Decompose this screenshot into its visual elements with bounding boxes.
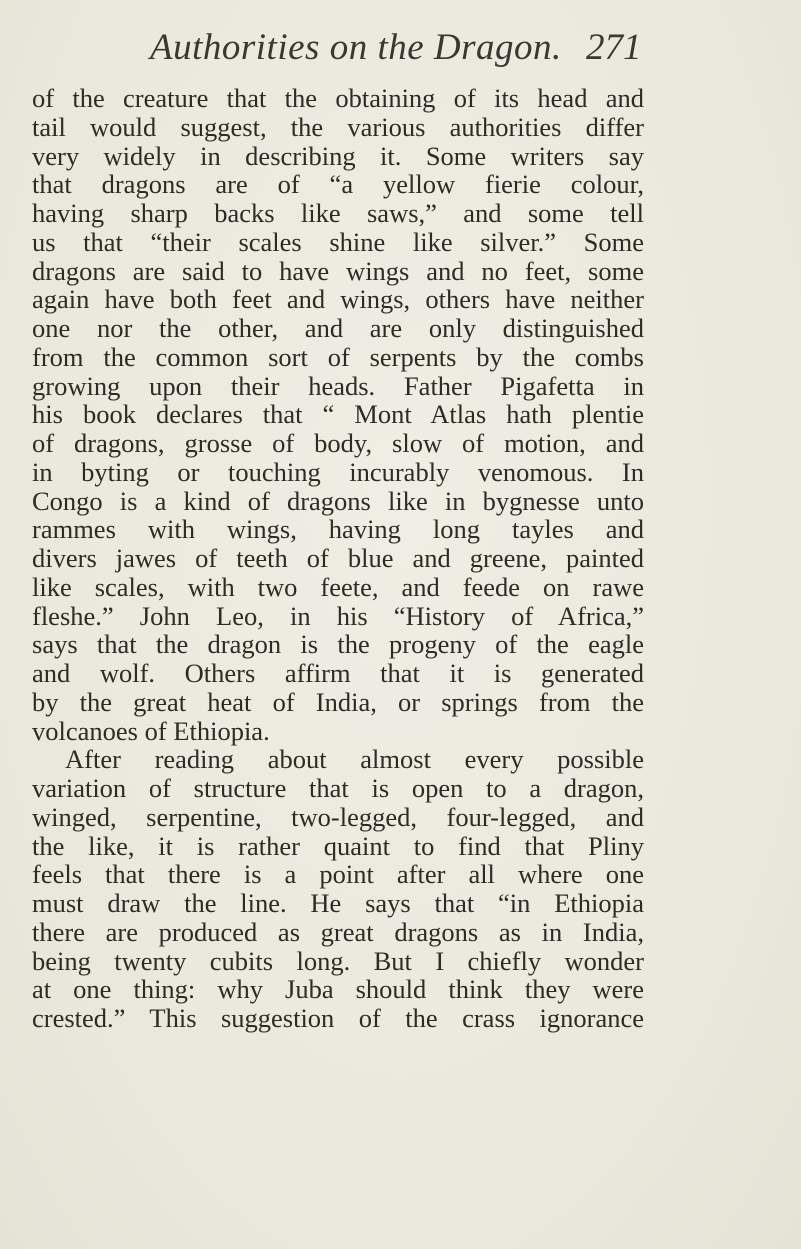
text-line: very widely in describing it. Some writers say [32, 140, 644, 171]
text-line: variation of structure that is open to a dragon, [32, 773, 644, 803]
text-line: one nor the other, and are only distinguished [32, 313, 644, 343]
text-line: crested.” This suggestion of the crass ignorance [32, 1003, 644, 1033]
text-line: having sharp backs like saws,” and some tell [32, 198, 644, 228]
text-line: must draw the line. He says that “in Ethiopia [32, 888, 644, 918]
text-line: of dragons, grosse of body, slow of motion, and [32, 428, 644, 458]
text-line: Congo is a kind of dragons like in bygnesse unto [32, 485, 644, 516]
body-text [32, 84, 644, 1033]
text-line: that dragons are of “a yellow fierie colour, [32, 169, 644, 200]
text-line: by the great heat of India, or springs from the [32, 686, 644, 717]
text-line: feels that there is a point after all where one [32, 859, 644, 890]
text-line: volcanoes of Ethiopia. [32, 715, 270, 746]
text-line: the like, it is rather quaint to find that Pliny [32, 830, 644, 861]
text-line: like scales, with two feete, and feede on rawe [32, 571, 644, 602]
text-line: us that “their scales shine like silver.” Some [32, 226, 644, 257]
text-line: from the common sort of serpents by the combs [32, 341, 644, 372]
text-line: at one thing: why Juba should think they were [32, 974, 644, 1005]
paragraph-1 [32, 84, 644, 745]
text-line: says that the dragon is the progeny of the eagle [32, 629, 644, 660]
running-head [0, 12, 801, 72]
text-line: After reading about almost every possible [65, 744, 644, 775]
text-line: his book declares that “ Mont Atlas hath plentie [32, 399, 644, 430]
text-line: winged, serpentine, two-legged, four-legged, and [32, 801, 644, 832]
text-line: divers jawes of teeth of blue and greene, painted [32, 543, 644, 573]
text-line: tail would suggest, the various authorities differ [32, 111, 644, 142]
running-head-title: Authorities on the Dragon. [150, 27, 562, 68]
text-line: dragons are said to have wings and no feet, some [32, 255, 644, 286]
paragraph-2 [32, 745, 644, 1033]
text-line: growing upon their heads. Father Pigafetta in [32, 370, 644, 401]
text-line: rammes with wings, having long tayles and [32, 514, 644, 545]
text-line: in byting or touching incurably venomous. In [32, 456, 644, 487]
text-line: there are produced as great dragons as in India, [32, 916, 644, 947]
page-number: 271 [586, 27, 642, 68]
text-line: and wolf. Others affirm that it is generated [32, 658, 644, 688]
text-line: fleshe.” John Leo, in his “History of Africa,” [32, 600, 644, 631]
text-line: of the creature that the obtaining of its head and [32, 83, 644, 113]
text-line: being twenty cubits long. But I chiefly wonder [32, 945, 644, 976]
text-line: again have both feet and wings, others have neither [32, 284, 644, 315]
